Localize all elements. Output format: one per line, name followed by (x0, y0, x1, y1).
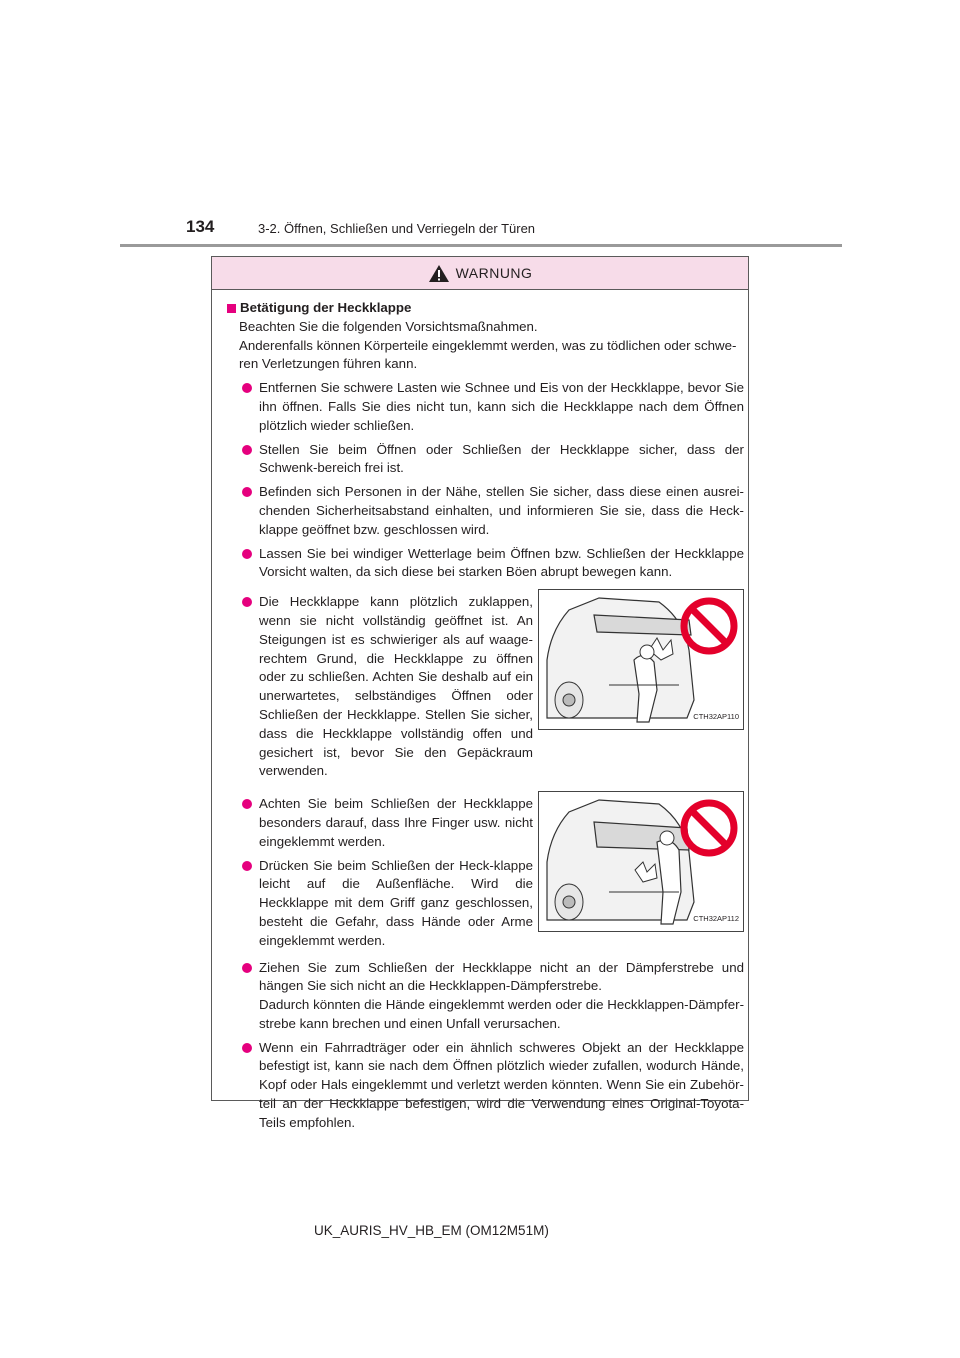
bullet-dot-icon (242, 597, 252, 607)
bullet-dot-icon (242, 861, 252, 871)
list-item: Die Heckklappe kann plötzlich zuklappen, wenn sie nicht vollständig geöffnet ist. An Steigungen ist es schwieriger als auf waage-rechtem Grund, die Heckklappe zu öffnen oder zu schließen. Achten Sie deshalb auf ein unerwartetes, selbständiges Öffnen oder Schließen der Heckklappe. Stellen Sie sicher, dass die Heckklappe vollständig offen und gesichert ist, bevor Sie den Gepäckraum verwenden. (227, 593, 533, 781)
bullet-dot-icon (242, 549, 252, 559)
list-item: Achten Sie beim Schließen der Heckklappe besonders darauf, dass Ihre Finger usw. nicht eingeklemmt werden. (227, 795, 533, 851)
document-code: UK_AURIS_HV_HB_EM (OM12M51M) (314, 1223, 549, 1238)
section-title: 3-2. Öffnen, Schließen und Verriegeln der Türen (258, 221, 536, 236)
header-rule (120, 244, 842, 247)
figure-row-1 (227, 589, 744, 781)
illustration-tailgate-falling (538, 589, 744, 730)
prohibition-icon (679, 596, 739, 656)
list-item: Wenn ein Fahrradträger oder ein ähnlich schweres Objekt an der Heckklappe befestigt ist, kann sie nach dem Öffnen plötzlich wieder zufallen, wodurch Hände, Kopf oder Hals eingeklemmt und verletzt werden könnten. Wenn Sie ein Zubehör-teil an der Heckklappe befestigen, wird die Verwendung eines Original-Toyota-Teils empfohlen. (227, 1039, 744, 1133)
warning-header (212, 257, 748, 290)
bullet-dot-icon (242, 445, 252, 455)
illustration-hand-pinched (538, 791, 744, 932)
warning-triangle-icon (428, 264, 450, 283)
bullet-dot-icon (242, 383, 252, 393)
list-item: Stellen Sie beim Öffnen oder Schließen der Heckklappe sicher, dass der Schwenk-bereich frei ist. (227, 441, 744, 479)
bullet-dot-icon (242, 799, 252, 809)
list-item: Befinden sich Personen in der Nähe, stellen Sie sicher, dass diese einen ausrei-chenden Sicherheitsabstand einhalten, und informieren Sie sie, dass die Heck-klappe geöffnet bzw. geschlossen wird. (227, 483, 744, 539)
bullet-dot-icon (242, 487, 252, 497)
list-item: Ziehen Sie zum Schließen der Heckklappe nicht an der Dämpferstrebe und hängen Sie sich nicht an die Heckklappen-Dämpferstrebe. Dadurch könnten die Hände eingeklemmt werden oder die Heckklappen-Dämpfer-strebe kann brechen und einen Unfall verursachen. (227, 959, 744, 1034)
list-item: Drücken Sie beim Schließen der Heck-klappe leicht auf die Außenfläche. Wird die Heckklappe mit dem Griff ganz geschlossen, besteht die Gefahr, dass Hände oder Arme eingeklemmt werden. (227, 857, 533, 951)
square-bullet-icon (227, 304, 236, 313)
warning-content (227, 299, 744, 1133)
list-item: Entfernen Sie schwere Lasten wie Schnee und Eis von der Heckklappe, bevor Sie ihn öffnen. Falls Sie dies nicht tun, kann sich die Heckklappe nach dem Öffnen plötzlich wieder schließen. (227, 379, 744, 435)
intro-line: Anderenfalls können Körperteile eingeklemmt werden, was zu tödlichen oder schwe-ren Verletzungen führen kann. (239, 337, 737, 372)
warning-heading: Betätigung der Heckklappe (227, 299, 744, 318)
figure-code: CTH32AP110 (693, 712, 739, 722)
prohibition-icon (679, 798, 739, 858)
figure-row-2 (227, 791, 744, 950)
warning-label: WARNUNG (455, 265, 533, 281)
page-number: 134 (186, 217, 215, 236)
figure-code: CTH32AP112 (693, 914, 739, 924)
warning-box (211, 256, 749, 1130)
bullet-dot-icon (242, 1043, 252, 1053)
intro-line: Beachten Sie die folgenden Vorsichtsmaßnahmen. (239, 318, 538, 334)
list-item: Lassen Sie bei windiger Wetterlage beim Öffnen bzw. Schließen der Heckklappe Vorsicht walten, da sich diese bei starken Böen abrupt bewegen kann. (227, 545, 744, 583)
bullet-dot-icon (242, 963, 252, 973)
